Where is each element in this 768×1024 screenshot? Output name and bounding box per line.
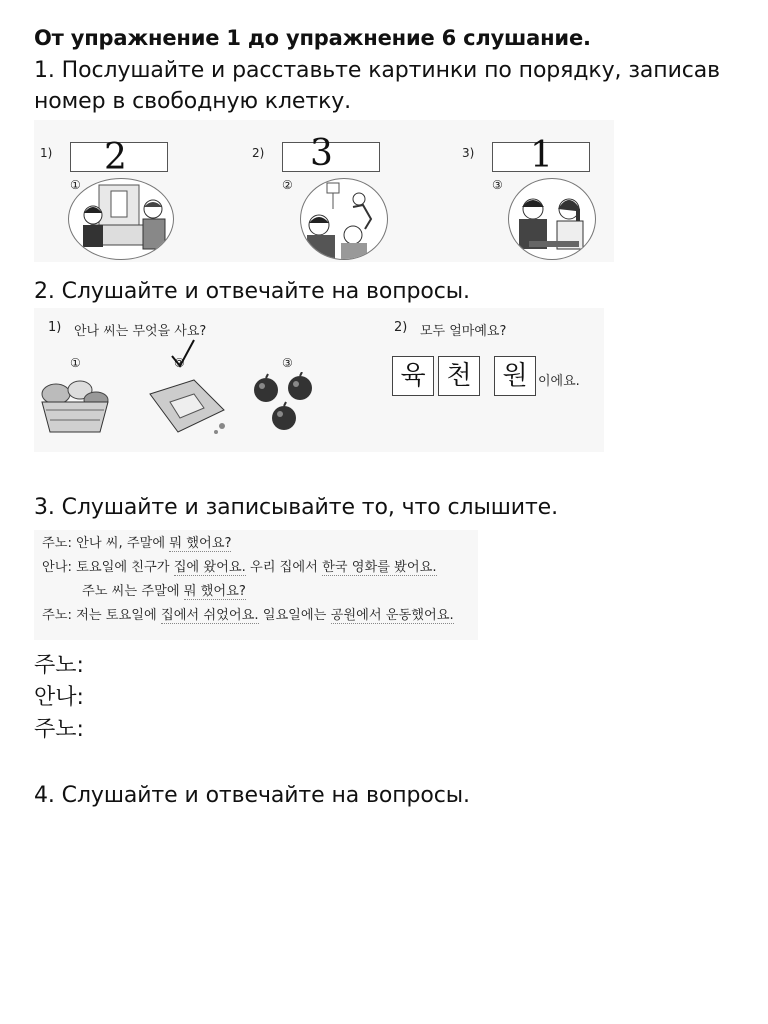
ex2-q2-suffix: 이에요. [538,374,580,389]
ex2-q1-option-marker: ② [174,356,185,370]
cafe-scene-illustration [508,178,596,260]
ex2-q1-option-marker: ① [70,356,81,370]
ex1-marker: ① [70,178,81,192]
bread-basket-illustration [36,378,116,442]
ex2-q2-answer-box[interactable]: 육 [392,356,434,396]
exercise-2-panel [34,308,604,452]
ex2-q2-question: 모두 얼마예요? [420,324,507,339]
shop-scene-illustration [68,178,174,260]
exercise-2-title: 2. Слушайте и отвечайте на вопросы. [34,279,470,304]
ex2-q1-question: 안나 씨는 무엇을 사요? [74,324,207,339]
ex1-answer-handwritten: 1 [530,135,553,176]
ex2-q1-option-marker: ③ [282,356,293,370]
dialogue-underlined: 공원에서 운동했어요. [330,608,454,623]
ex1-item-number: 1) [40,146,53,160]
ex2-q1-number: 1) [48,320,62,335]
dialogue-line [42,556,437,580]
dialogue-underlined: 집에 왔어요. [173,560,246,575]
response-label: 주노: [34,653,84,678]
dialogue-underlined: 집에서 쉬었어요. [160,608,259,623]
dialogue-underlined: 뭐 했어요? [169,536,232,551]
ex1-marker: ② [282,178,293,192]
ex1-marker: ③ [492,178,503,192]
ex1-answer-handwritten: 3 [310,133,333,174]
exercise-1-title [34,55,720,117]
dialogue-text: 우리 집에서 [245,560,323,575]
dialogue-text: 일요일에는 [258,608,331,623]
ex2-q2-number: 2) [394,320,408,335]
dialogue-text: 안나 씨, 주말에 [76,536,170,551]
ex1-item-number: 2) [252,146,265,160]
speaker-label: 주노: [42,608,72,623]
exercise-1-title-line2: номер в свободную клетку. [34,89,352,114]
dialogue-underlined: 한국 영화를 봤어요. [322,560,437,575]
snack-bag-illustration [146,378,232,442]
dialogue-text: 주노 씨는 주말에 [82,584,184,599]
dialogue-text: 토요일에 친구가 [76,560,174,575]
ex1-answer-handwritten: 2 [104,137,127,178]
exercise-1-title-line1: 1. Послушайте и расставьте картинки по порядку, записав [34,58,721,83]
response-label: 안나: [34,685,84,710]
ex2-q2-answer-box[interactable]: 원 [494,356,536,396]
exercise-1-panel [34,120,614,262]
dialogue-line [82,580,246,604]
dialogue-underlined: 뭐 했어요? [183,584,246,599]
ex2-q2-answer-box[interactable]: 천 [438,356,480,396]
dialogue-text: 저는 토요일에 [76,608,161,623]
dialogue-line [42,604,454,628]
speaker-label: 주노: [42,536,72,551]
page-heading: От упражнение 1 до упражнение 6 слушание. [34,26,591,50]
response-label: 주노: [34,717,84,742]
apples-illustration [248,372,324,442]
checkmark-icon [168,338,198,370]
exercise-3-title: 3. Слушайте и записывайте то, что слышите. [34,495,559,520]
ex1-item-number: 3) [462,146,475,160]
basketball-scene-illustration [300,178,388,260]
dialogue-line [42,532,231,556]
exercise-3-dialogue-panel [34,530,478,640]
exercise-4-title: 4. Слушайте и отвечайте на вопросы. [34,783,470,808]
speaker-label: 안나: [42,560,72,575]
